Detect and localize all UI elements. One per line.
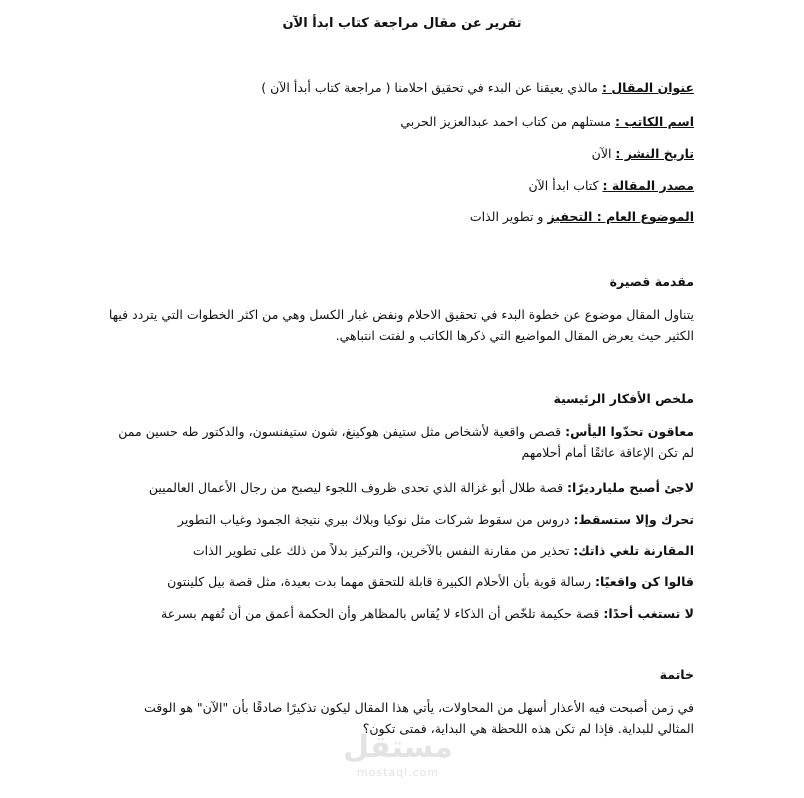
summary-item-text: قصة طلال أبو غزالة الذي تحدى ظروف اللجوء ليصبح من رجال الأعمال العالميين <box>148 480 568 495</box>
summary-item-label: معاقون تحدّوا اليأس: <box>565 424 694 439</box>
meta-topic <box>94 209 694 224</box>
summary-item-label: تحرك وإلا ستسقط: <box>573 512 694 527</box>
summary-heading: ملخص الأفكار الرئيسية <box>553 391 694 406</box>
summary-item-text: دروس من سقوط شركات مثل نوكيا وبلاك بيري نتيجة الجمود وغياب التطوير <box>177 512 574 527</box>
summary-item <box>106 477 694 498</box>
summary-item <box>106 603 694 624</box>
meta-article-title <box>94 80 694 95</box>
meta-label: الموضوع العام : التحفيز <box>547 209 694 224</box>
meta-publish-date <box>94 146 694 161</box>
meta-source <box>94 178 694 193</box>
summary-item-text: قصة حكيمة تلخّص أن الذكاء لا يُقاس بالمظاهر وأن الحكمة أعمق من أن تُفهم بسرعة <box>161 606 604 621</box>
page-title: تقرير عن مقال مراجعة كتاب ابدأ الآن <box>282 16 522 31</box>
meta-label: تاريخ النشر : <box>615 146 694 161</box>
watermark-latin: mostaql.com <box>356 766 440 779</box>
summary-item <box>106 421 694 463</box>
summary-item <box>106 509 694 530</box>
meta-author <box>94 114 694 129</box>
intro-text: يتناول المقال موضوع عن خطوة البدء في تحقيق الاحلام ونفض غبار الكسل وهي من اكثر الخطوات التي يتردد فيها الكثير حيث يعرض المقال المواضيع التي ذكرها الكاتب و لفتت انتباهي. <box>108 307 694 343</box>
meta-value: كتاب ابدأ الآن <box>528 178 603 193</box>
summary-item <box>106 540 694 561</box>
meta-value: الآن <box>591 146 616 161</box>
meta-value: مستلهم من كتاب احمد عبدالعزيز الحربي <box>400 114 616 129</box>
summary-item-label: لا تستغب أحدًا: <box>603 606 694 621</box>
conclusion-heading: خاتمة <box>659 667 694 682</box>
summary-item-text: تحذير من مقارنة النفس بالآخرين، والتركيز بدلاً من ذلك على تطوير الذات <box>192 543 574 558</box>
intro-heading: مقدمة قصيرة <box>609 274 694 289</box>
summary-item <box>106 571 694 592</box>
summary-item-label: لاجئ أصبح مليارديرًا: <box>567 480 694 495</box>
conclusion-text: في زمن أصبحت فيه الأعذار أسهل من المحاولات، يأتي هذا المقال ليكون تذكيرًا صادقًا بأن "الآن" هو الوقت المثالي للبداية. فإذا لم تكن هذه اللحظة هي البداية، فمتى تكون؟ <box>143 700 694 736</box>
summary-item-text: رسالة قوية بأن الأحلام الكبيرة قابلة للتحقق مهما بدت بعيدة، مثل قصة بيل كلينتون <box>167 574 595 589</box>
summary-item-label: المقارنة تلغي ذاتك: <box>573 543 694 558</box>
summary-item-text: قصص واقعية لأشخاص مثل ستيفن هوكينغ، شون ستيفنسون، والدكتور طه حسين ممن لم تكن الإعاقة عائقًا أمام أحلامهم <box>118 424 694 460</box>
meta-label: اسم الكاتب : <box>615 114 694 129</box>
meta-value: و تطوير الذات <box>469 209 548 224</box>
summary-item-label: قالوا كن واقعيًا: <box>594 574 694 589</box>
watermark-arabic: مستقل <box>343 730 453 765</box>
meta-value: مالذي يعيقنا عن البدء في تحقيق احلامنا ( مراجعة كتاب أبدأ الآن ) <box>261 80 602 95</box>
meta-label: مصدر المقالة : <box>602 178 694 193</box>
meta-label: عنوان المقال : <box>601 80 694 95</box>
mostaql-watermark-logo <box>338 730 458 779</box>
